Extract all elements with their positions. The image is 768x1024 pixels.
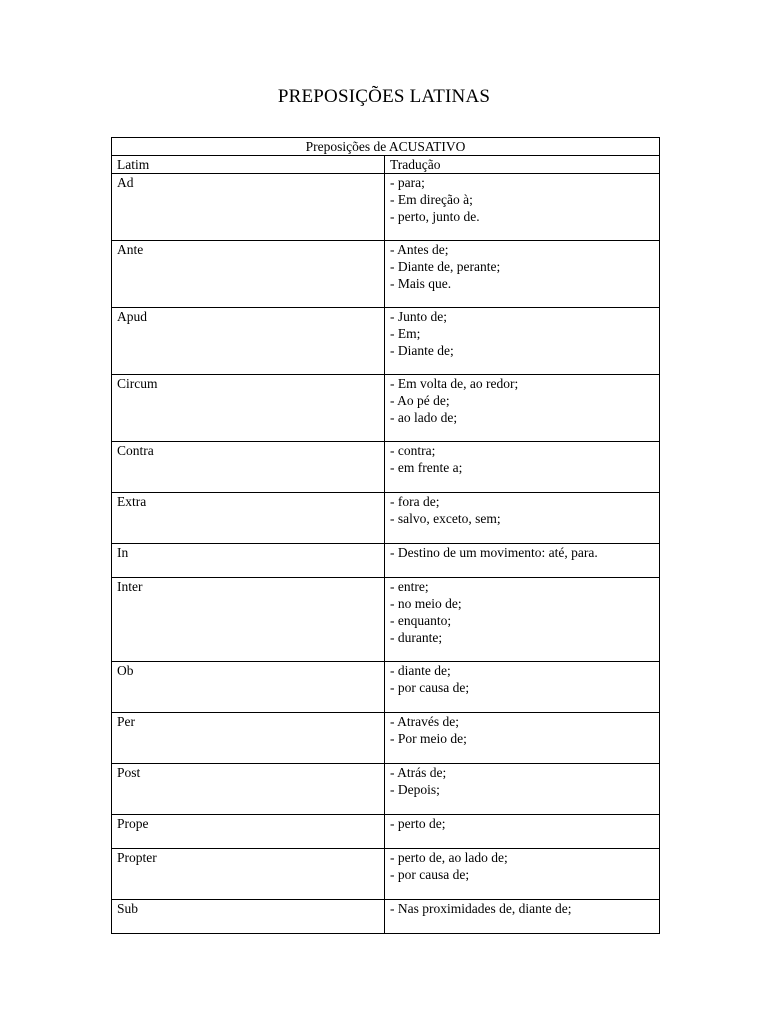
latin-cell: Sub [112,900,385,934]
table-row [112,375,660,442]
translation-line: - enquanto; [390,613,452,628]
translation-line: - Diante de; [390,343,454,358]
latin-cell: Ad [112,174,385,241]
translation-cell [385,442,660,493]
table-row [112,241,660,308]
translation-cell [385,308,660,375]
latin-cell: Extra [112,493,385,544]
page-title: PREPOSIÇÕES LATINAS [277,86,491,107]
translation-line: - em frente a; [390,460,463,475]
translation-line: - Mais que. [390,276,452,291]
translation-cell [385,849,660,900]
latin-cell: Apud [112,308,385,375]
header-latim: Latim [112,156,385,174]
translation-cell [385,764,660,815]
latin-cell: Post [112,764,385,815]
table-row [112,578,660,662]
translation-cell [385,493,660,544]
translation-line: - ao lado de; [390,410,458,425]
table-row [112,308,660,375]
translation-cell [385,713,660,764]
table-row [112,174,660,241]
latin-cell: Circum [112,375,385,442]
translation-line: - Através de; [390,714,459,729]
translation-line: - perto de; [390,816,446,831]
table-row [112,493,660,544]
translation-line: - durante; [390,630,443,645]
translation-line: - Ao pé de; [390,393,450,408]
translation-cell [385,662,660,713]
translation-line: - contra; [390,443,436,458]
translation-line: - Em; [390,326,421,341]
translation-line: - Atrás de; [390,765,447,780]
latin-cell: Ob [112,662,385,713]
section-title: Preposições de ACUSATIVO [112,138,660,156]
latin-cell: Inter [112,578,385,662]
translation-line: - perto, junto de. [390,209,480,224]
header-row [112,156,660,174]
translation-line: - entre; [390,579,429,594]
translation-line: - diante de; [390,663,451,678]
translation-line: - Nas proximidades de, diante de; [390,901,572,916]
latin-cell: Prope [112,815,385,849]
translation-line: - Em volta de, ao redor; [390,376,519,391]
table-row [112,442,660,493]
translation-cell [385,578,660,662]
table-row [112,713,660,764]
translation-line: - fora de; [390,494,440,509]
table-row [112,544,660,578]
translation-line: - Em direção à; [390,192,473,207]
translation-cell [385,815,660,849]
translation-line: - perto de, ao lado de; [390,850,508,865]
translation-line: - no meio de; [390,596,462,611]
translation-line: - Junto de; [390,309,447,324]
translation-line: - Por meio de; [390,731,467,746]
latin-cell: In [112,544,385,578]
translation-line: - Diante de, perante; [390,259,501,274]
prepositions-table [111,137,660,934]
translation-line: - Antes de; [390,242,449,257]
translation-line: - Destino de um movimento: até, para. [390,545,598,560]
translation-line: - Depois; [390,782,440,797]
translation-cell [385,174,660,241]
table-row [112,815,660,849]
translation-cell [385,241,660,308]
latin-cell: Propter [112,849,385,900]
translation-cell [385,544,660,578]
translation-line: - por causa de; [390,680,470,695]
translation-cell [385,375,660,442]
latin-cell: Per [112,713,385,764]
latin-cell: Ante [112,241,385,308]
section-row [112,138,660,156]
translation-line: - para; [390,175,425,190]
table-row [112,849,660,900]
table-row [112,662,660,713]
translation-line: - por causa de; [390,867,470,882]
translation-line: - salvo, exceto, sem; [390,511,501,526]
table-row [112,764,660,815]
table-row [112,900,660,934]
header-traducao: Tradução [385,156,660,174]
latin-cell: Contra [112,442,385,493]
translation-cell [385,900,660,934]
